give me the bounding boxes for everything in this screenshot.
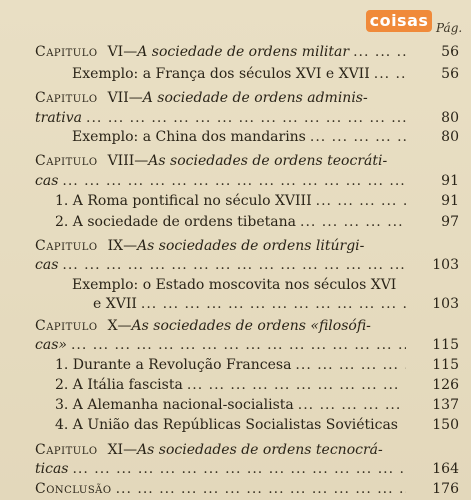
toc-continuation-line	[35, 255, 410, 275]
page-number: 91	[441, 193, 459, 209]
toc-chapter-line: Capitulo XI — As sociedades de ordens tecnocrá-	[35, 442, 383, 458]
chapter-label: Capitulo	[35, 44, 98, 60]
chapter-title-continuation: cas	[35, 173, 59, 189]
leader-dots	[187, 375, 406, 395]
toc-chapter-line: Capitulo VIII — As sociedades de ordens teocráti-	[35, 153, 388, 169]
chapter-title-continuation: cas	[35, 257, 59, 273]
page-number: 56	[441, 44, 459, 60]
watermark-logo: coisas	[366, 10, 432, 32]
toc-continuation-line	[93, 294, 410, 314]
subentry-text: Exemplo: a França dos séculos XVI e XVII	[72, 66, 370, 82]
leader-dots	[310, 127, 406, 147]
subentry-text: Exemplo: a China dos mandarins	[72, 129, 306, 145]
leader-dots	[86, 108, 406, 128]
chapter-title: A sociedade de ordens adminis-	[142, 90, 368, 106]
page-number: 176	[432, 481, 459, 497]
leader-dots	[374, 64, 406, 84]
page-number: 80	[441, 110, 459, 126]
leader-dots	[353, 42, 406, 62]
page-number: 115	[432, 337, 459, 353]
subentry-text: 3. A Alemanha nacional-socialista	[55, 397, 294, 413]
toc-subentry-line	[72, 64, 410, 84]
conclusion-label: Conclusão	[35, 481, 112, 497]
chapter-number: VI	[107, 44, 124, 60]
chapter-title: A sociedade de ordens militar	[137, 44, 350, 60]
toc-chapter-line: Capitulo VI — A sociedade de ordens militar ... .	[35, 42, 410, 62]
chapter-number: XI	[107, 442, 124, 458]
chapter-title-continuation: trativa	[35, 110, 83, 126]
chapter-label: Capitulo	[35, 442, 98, 458]
leader-dots	[62, 255, 406, 275]
toc-chapter-line: Capitulo VII — A sociedade de ordens adminis-	[35, 90, 368, 106]
chapter-title-continuation: ticas	[35, 461, 69, 477]
chapter-title: As sociedades de ordens «filosófi-	[131, 318, 371, 334]
toc-conclusion-line	[35, 479, 410, 499]
toc-subentry-line	[55, 395, 410, 415]
leader-dots	[116, 479, 406, 499]
leader-dots	[71, 335, 406, 355]
leader-dots	[62, 171, 406, 191]
subentry-text: 2. A Itália fascista	[55, 377, 183, 393]
chapter-number: X	[107, 318, 118, 334]
chapter-label: Capitulo	[35, 318, 98, 334]
leader-dots	[72, 459, 406, 479]
chapter-number: IX	[107, 238, 124, 254]
leader-dots	[141, 294, 406, 314]
toc-continuation-line	[35, 335, 410, 355]
subentry-text: 1. Durante a Revolução Francesa	[55, 357, 292, 373]
page-number: 126	[432, 377, 459, 393]
page-number: 91	[441, 173, 459, 189]
leader-dots	[295, 355, 406, 375]
page-number: 137	[432, 397, 459, 413]
page-number: 56	[441, 66, 459, 82]
page-column-header: Pág.	[436, 21, 463, 35]
subentry-text: Exemplo: o Estado moscovita nos séculos XVI	[72, 277, 397, 293]
page-number: 80	[441, 129, 459, 145]
chapter-label: Capitulo	[35, 90, 98, 106]
page-number: 103	[432, 257, 459, 273]
subentry-continuation: e XVII	[93, 296, 137, 312]
page-number: 164	[432, 461, 459, 477]
toc-subentry-line	[55, 212, 410, 232]
toc-subentry-line	[55, 355, 410, 375]
chapter-number: VII	[107, 90, 129, 106]
leader-dots	[298, 395, 406, 415]
subentry-text: 4. A União das Repúblicas Socialistas Soviéticas	[55, 417, 398, 433]
toc-subentry-line	[72, 127, 410, 147]
page-number: 97	[441, 214, 459, 230]
toc-subentry-line	[55, 375, 410, 395]
toc-continuation-line	[35, 108, 410, 128]
chapter-number: VIII	[107, 153, 135, 169]
page-number: 115	[432, 357, 459, 373]
toc-continuation-line	[35, 171, 410, 191]
toc-continuation-line	[35, 459, 410, 479]
chapter-label: Capitulo	[35, 238, 98, 254]
subentry-text: 1. A Roma pontifical no século XVIII	[55, 193, 312, 209]
chapter-title-continuation: cas»	[35, 337, 67, 353]
toc-chapter-line: Capitulo IX — As sociedades de ordens litúrgi-	[35, 238, 365, 254]
leader-dots	[316, 191, 406, 211]
toc-chapter-line: Capitulo X — As sociedades de ordens «filosófi-	[35, 318, 371, 334]
chapter-title: As sociedades de ordens litúrgi-	[137, 238, 365, 254]
chapter-title: As sociedades de ordens teocráti-	[148, 153, 388, 169]
chapter-label: Capitulo	[35, 153, 98, 169]
subentry-text: 2. A sociedade de ordens tibetana	[55, 214, 296, 230]
leader-dots	[300, 212, 406, 232]
toc-subentry-line	[72, 275, 462, 295]
page-number: 103	[432, 296, 459, 312]
page-number: 150	[432, 417, 459, 433]
chapter-title: As sociedades de ordens tecnocrá-	[137, 442, 383, 458]
toc-subentry-line	[55, 415, 425, 435]
toc-subentry-line	[55, 191, 410, 211]
